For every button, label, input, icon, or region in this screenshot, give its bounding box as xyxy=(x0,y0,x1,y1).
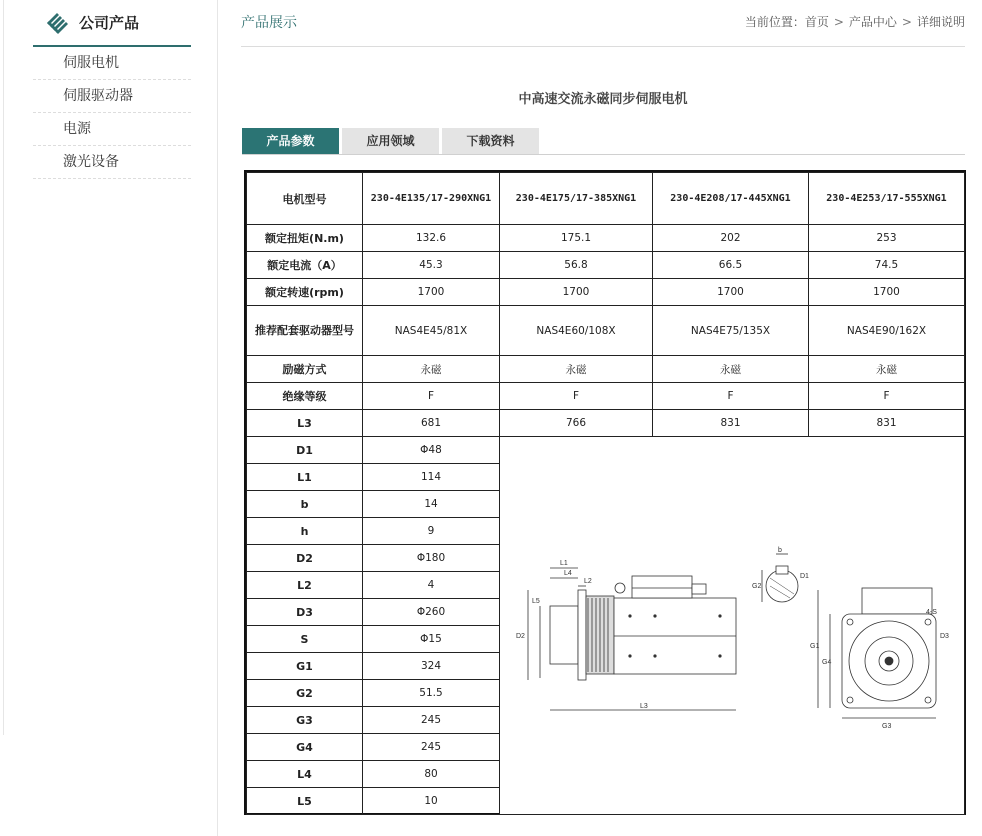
row-label: L3 xyxy=(247,410,363,437)
cell-value: 1700 xyxy=(500,279,653,306)
dim-value: Φ48 xyxy=(363,437,500,464)
table-row xyxy=(247,279,965,306)
model-header: 230-4E253/17-555XNG1 xyxy=(809,173,965,225)
cell-value: 永磁 xyxy=(363,356,500,383)
breadcrumb-prefix: 当前位置： xyxy=(744,15,805,29)
sidebar-list xyxy=(33,47,191,179)
breadcrumb-home[interactable]: 首页 xyxy=(804,15,829,29)
breadcrumb-separator: > xyxy=(901,15,912,29)
product-title: 中高速交流永磁同步伺服电机 xyxy=(518,92,688,107)
cell-value: NAS4E75/135X xyxy=(653,306,809,356)
sidebar-divider xyxy=(217,0,218,836)
cell-value: 永磁 xyxy=(653,356,809,383)
cell-value: F xyxy=(653,383,809,410)
drawing-label-g4: G4 xyxy=(822,658,832,666)
left-rule xyxy=(3,0,4,735)
cell-value: 253 xyxy=(809,225,965,252)
row-label: 额定转速(rpm) xyxy=(247,279,363,306)
dim-value: 114 xyxy=(363,464,500,491)
sidebar-item-laser-equipment[interactable]: 激光设备 xyxy=(33,146,191,179)
dim-label: b xyxy=(247,491,363,518)
cell-value: 202 xyxy=(653,225,809,252)
breadcrumb xyxy=(745,13,965,30)
row-label: 额定电流（A） xyxy=(247,252,363,279)
stacked-lines-logo-icon xyxy=(45,11,69,35)
sidebar-item-power-supply[interactable]: 电源 xyxy=(33,113,191,146)
dim-value: 80 xyxy=(363,761,500,788)
drawing-label-l5: L5 xyxy=(532,597,540,605)
drawing-label-d2: D2 xyxy=(516,632,525,640)
drawing-label-g3: G3 xyxy=(882,722,892,730)
spec-table xyxy=(244,170,966,815)
sidebar xyxy=(33,0,191,179)
motor-side-view xyxy=(528,568,736,710)
dim-value: 9 xyxy=(363,518,500,545)
shaft-section-view xyxy=(762,554,798,602)
sidebar-title: 公司产品 xyxy=(79,14,140,32)
dim-label: D2 xyxy=(247,545,363,572)
motor-end-view xyxy=(818,588,936,718)
cell-value: 1700 xyxy=(363,279,500,306)
tab-downloads[interactable]: 下载资料 xyxy=(442,128,539,154)
dim-value: 4 xyxy=(363,572,500,599)
table-row xyxy=(247,410,965,437)
cell-value: 永磁 xyxy=(809,356,965,383)
table-row xyxy=(247,437,965,464)
dim-label: G4 xyxy=(247,734,363,761)
cell-value: NAS4E45/81X xyxy=(363,306,500,356)
dim-label: h xyxy=(247,518,363,545)
row-label: 额定扭矩(N.m) xyxy=(247,225,363,252)
main-content xyxy=(241,0,965,148)
row-label: 推荐配套驱动器型号 xyxy=(247,306,363,356)
drawing-label-d1: D1 xyxy=(800,572,809,580)
cell-value: NAS4E90/162X xyxy=(809,306,965,356)
cell-value: 766 xyxy=(500,410,653,437)
dim-value: 245 xyxy=(363,707,500,734)
section-header xyxy=(241,0,965,47)
cell-value: 74.5 xyxy=(809,252,965,279)
drawing-label-b: b xyxy=(778,546,782,554)
header-label: 电机型号 xyxy=(247,173,363,225)
cell-value: 831 xyxy=(653,410,809,437)
cell-value: 永磁 xyxy=(500,356,653,383)
dim-label: L5 xyxy=(247,788,363,815)
table-row xyxy=(247,383,965,410)
dim-label: L4 xyxy=(247,761,363,788)
dim-value: 245 xyxy=(363,734,500,761)
cell-value: 132.6 xyxy=(363,225,500,252)
dim-value: 51.5 xyxy=(363,680,500,707)
cell-value: 175.1 xyxy=(500,225,653,252)
dim-label: G1 xyxy=(247,653,363,680)
dim-label: L2 xyxy=(247,572,363,599)
drawing-label-l3: L3 xyxy=(640,702,648,710)
section-title: 产品展示 xyxy=(241,15,297,31)
tab-product-params[interactable]: 产品参数 xyxy=(242,128,339,154)
motor-dimension-drawing xyxy=(500,438,965,814)
sidebar-header xyxy=(33,0,191,47)
cell-value: 1700 xyxy=(653,279,809,306)
dimension-drawing-cell xyxy=(500,437,965,815)
dim-value: 14 xyxy=(363,491,500,518)
cell-value: 45.3 xyxy=(363,252,500,279)
drawing-label-g1: G1 xyxy=(810,642,820,650)
drawing-label-s: 4-S xyxy=(926,608,937,616)
table-row xyxy=(247,225,965,252)
dim-value: Φ15 xyxy=(363,626,500,653)
table-row xyxy=(247,173,965,225)
dim-label: G2 xyxy=(247,680,363,707)
row-label: 励磁方式 xyxy=(247,356,363,383)
cell-value: F xyxy=(363,383,500,410)
breadcrumb-current: 详细说明 xyxy=(916,15,965,29)
drawing-label-g2: G2 xyxy=(752,582,762,590)
cell-value: NAS4E60/108X xyxy=(500,306,653,356)
cell-value: 681 xyxy=(363,410,500,437)
dim-value: 324 xyxy=(363,653,500,680)
sidebar-item-servo-driver[interactable]: 伺服驱动器 xyxy=(33,80,191,113)
drawing-label-d3: D3 xyxy=(940,632,949,640)
drawing-label-l4: L4 xyxy=(564,569,572,577)
model-header: 230-4E135/17-290XNG1 xyxy=(363,173,500,225)
cell-value: F xyxy=(500,383,653,410)
dim-label: D1 xyxy=(247,437,363,464)
cell-value: 66.5 xyxy=(653,252,809,279)
drawing-label-l2: L2 xyxy=(584,577,592,585)
model-header: 230-4E175/17-385XNG1 xyxy=(500,173,653,225)
tab-bar xyxy=(242,128,965,155)
table-row xyxy=(247,306,965,356)
sidebar-item-servo-motor[interactable]: 伺服电机 xyxy=(33,47,191,80)
table-row xyxy=(247,252,965,279)
dim-value: Φ180 xyxy=(363,545,500,572)
dim-value: 10 xyxy=(363,788,500,815)
drawing-label-l1: L1 xyxy=(560,559,568,567)
dim-label: G3 xyxy=(247,707,363,734)
dim-label: S xyxy=(247,626,363,653)
cell-value: 831 xyxy=(809,410,965,437)
table-row xyxy=(247,356,965,383)
cell-value: 56.8 xyxy=(500,252,653,279)
cell-value: 1700 xyxy=(809,279,965,306)
tab-applications[interactable]: 应用领域 xyxy=(342,128,439,154)
breadcrumb-separator: > xyxy=(833,15,844,29)
dim-value: Φ260 xyxy=(363,599,500,626)
breadcrumb-products[interactable]: 产品中心 xyxy=(848,15,897,29)
model-header: 230-4E208/17-445XNG1 xyxy=(653,173,809,225)
dim-label: L1 xyxy=(247,464,363,491)
cell-value: F xyxy=(809,383,965,410)
row-label: 绝缘等级 xyxy=(247,383,363,410)
dim-label: D3 xyxy=(247,599,363,626)
